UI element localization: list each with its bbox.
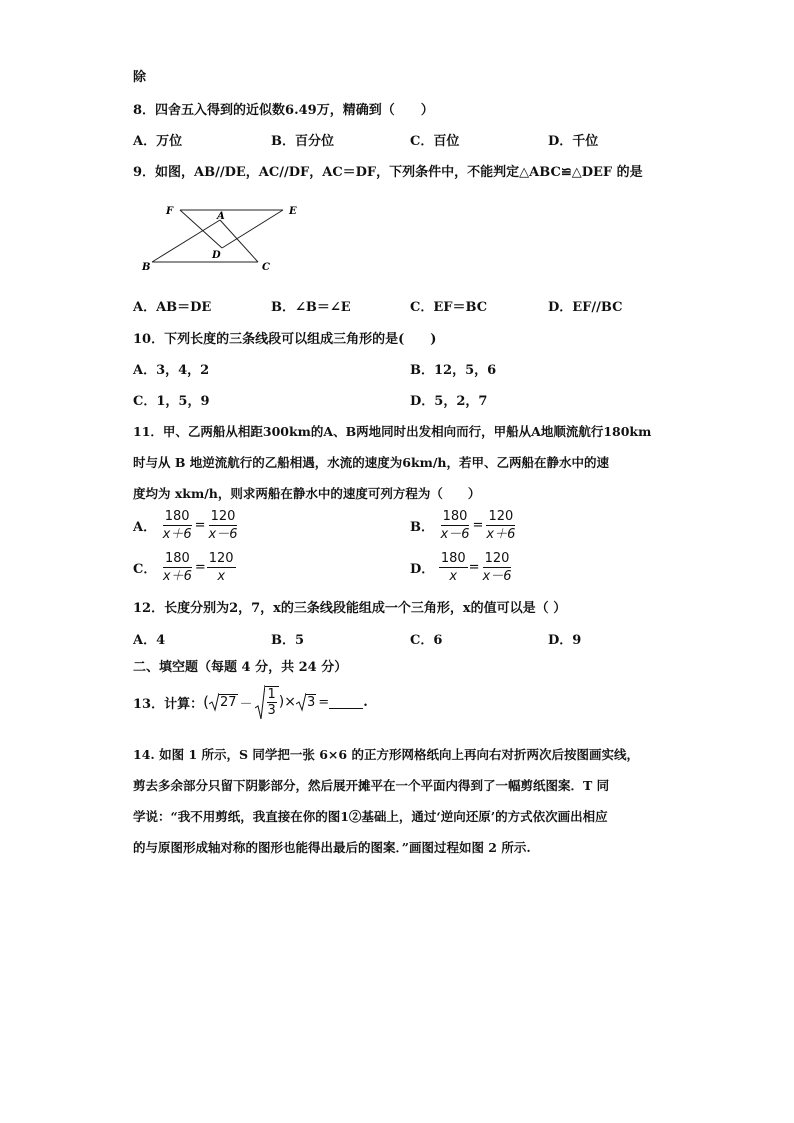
- q13-sqrt-one-third: 1 3: [255, 684, 279, 720]
- q9-option-a: A．AB＝DE: [133, 300, 212, 315]
- q9-option-c: C．EF＝BC: [410, 300, 488, 315]
- q11-d-right-fraction: $\frac{120}{x-6}$: [482, 551, 512, 584]
- q11-a-right-fraction: $\frac{120}{x-6}$: [208, 509, 238, 542]
- question-11-line-3: 度均为 xkm/h，则求两船在静水中的速度可列方程为（ ）: [133, 486, 481, 501]
- section-2-heading: 二、填空题（每题 4 分，共 24 分）: [133, 660, 348, 675]
- q9-option-b: B．∠B＝∠E: [271, 300, 351, 315]
- segment-ac: [220, 220, 258, 262]
- q11-b-left-fraction: $\frac{180}{x-6}$: [440, 509, 470, 542]
- label-b: B: [142, 262, 151, 273]
- label-a: A: [217, 211, 225, 222]
- q9-geometry-figure: [140, 200, 310, 276]
- q8-option-a: A．万位: [133, 134, 183, 149]
- q13-period: .: [363, 694, 368, 710]
- question-13: [133, 684, 368, 720]
- label-e: E: [289, 206, 297, 217]
- q11-c-left-fraction: $\frac{180}{x+6}$: [162, 551, 192, 584]
- q10-option-d: D．5，2，7: [410, 394, 488, 409]
- q11-option-b-label: B．: [410, 520, 434, 535]
- question-8-stem: 8．四舍五入得到的近似数6.49万，精确到（ ）: [133, 103, 434, 118]
- q13-equals: =: [318, 694, 330, 710]
- segment-ba: [152, 220, 220, 262]
- q12-option-d: D．9: [548, 633, 582, 648]
- radical-sign-icon: [209, 692, 219, 712]
- q11-option-c: C． $\frac{180}{x+6}$ = $\frac{120}{x}$: [133, 551, 234, 584]
- q8-option-d: D．千位: [548, 134, 599, 149]
- label-c: C: [262, 262, 270, 273]
- q13-label: 13．计算：: [133, 696, 204, 712]
- q10-option-b: B．12，5，6: [410, 363, 497, 378]
- segment-ed: [222, 210, 283, 248]
- q11-a-left-fraction: $\frac{180}{x+6}$: [162, 509, 192, 542]
- previous-question-fragment: 除: [133, 70, 147, 85]
- q11-option-d: D． $\frac{180}{x}$ = $\frac{120}{x-6}$: [410, 551, 512, 584]
- label-d: D: [212, 250, 221, 261]
- segment-fd: [180, 210, 222, 248]
- q12-option-a: A．4: [133, 633, 166, 648]
- q13-sqrt-3: 3: [296, 692, 316, 712]
- q8-option-b: B．百分位: [271, 134, 334, 149]
- q13-open-paren: (: [203, 693, 209, 711]
- q10-option-a: A．3，4，2: [133, 363, 210, 378]
- q11-c-right-fraction: $\frac{120}{x}$: [208, 551, 234, 584]
- q11-option-d-label: D．: [410, 562, 435, 577]
- question-12-stem: 12．长度分别为2，7，x的三条线段能组成一个三角形，x的值可以是（ ）: [133, 601, 567, 616]
- question-11-line-2: 时与从 B 地逆流航行的乙船相遇，水流的速度为6km/h，若甲、乙两船在静水中的速: [133, 455, 610, 470]
- radical-sign-icon: [255, 684, 265, 720]
- q11-option-c-label: C．: [133, 562, 157, 577]
- q8-option-c: C．百位: [410, 134, 460, 149]
- question-14-line-1: 14. 如图 1 所示，S 同学把一张 6×6 的正方形网格纸向上再向右对折两次后按图画实线，: [133, 747, 639, 762]
- q9-option-d: D．EF//BC: [548, 300, 623, 315]
- q10-option-c: C．1，5，9: [133, 394, 210, 409]
- question-11-line-1: 11．甲、乙两船从相距300km的A、B两地同时出发相向而行，甲船从A地顺流航行180km: [133, 424, 652, 439]
- q12-option-c: C．6: [410, 633, 443, 648]
- label-f: F: [166, 206, 174, 217]
- question-14-line-2: 剪去多余部分只留下阴影部分，然后展开摊平在一个平面内得到了一幅剪纸图案．T 同: [133, 778, 610, 793]
- q13-answer-blank[interactable]: [329, 696, 363, 709]
- q11-option-b: B． $\frac{180}{x-6}$ = $\frac{120}{x+6}$: [410, 509, 516, 542]
- question-10-stem: 10．下列长度的三条线段可以组成三角形的是( ): [133, 332, 437, 347]
- question-14-line-4: 的与原图形成轴对称的图形也能得出最后的图案．”画图过程如图 2 所示.: [133, 840, 531, 855]
- question-14-line-3: 学说：“我不用剪纸，我直接在你的图1②基础上，通过‘逆向还原’的方式依次画出相应: [133, 809, 608, 824]
- q11-b-right-fraction: $\frac{120}{x+6}$: [486, 509, 516, 542]
- q13-sqrt-27: 27: [209, 692, 238, 712]
- q11-d-left-fraction: $\frac{180}{x}$: [440, 551, 466, 584]
- q13-minus: －: [239, 696, 253, 712]
- question-9-stem: 9．如图，AB//DE，AC//DF，AC＝DF，下列条件中，不能判定△ABC≌△DEF 的是: [133, 165, 643, 180]
- radical-sign-icon: [296, 692, 306, 712]
- q11-option-a: A． $\frac{180}{x+6}$ = $\frac{120}{x-6}$: [133, 509, 238, 542]
- q12-option-b: B．5: [271, 633, 305, 648]
- q11-option-a-label: A．: [133, 520, 157, 535]
- q13-close-times: )×: [278, 694, 296, 710]
